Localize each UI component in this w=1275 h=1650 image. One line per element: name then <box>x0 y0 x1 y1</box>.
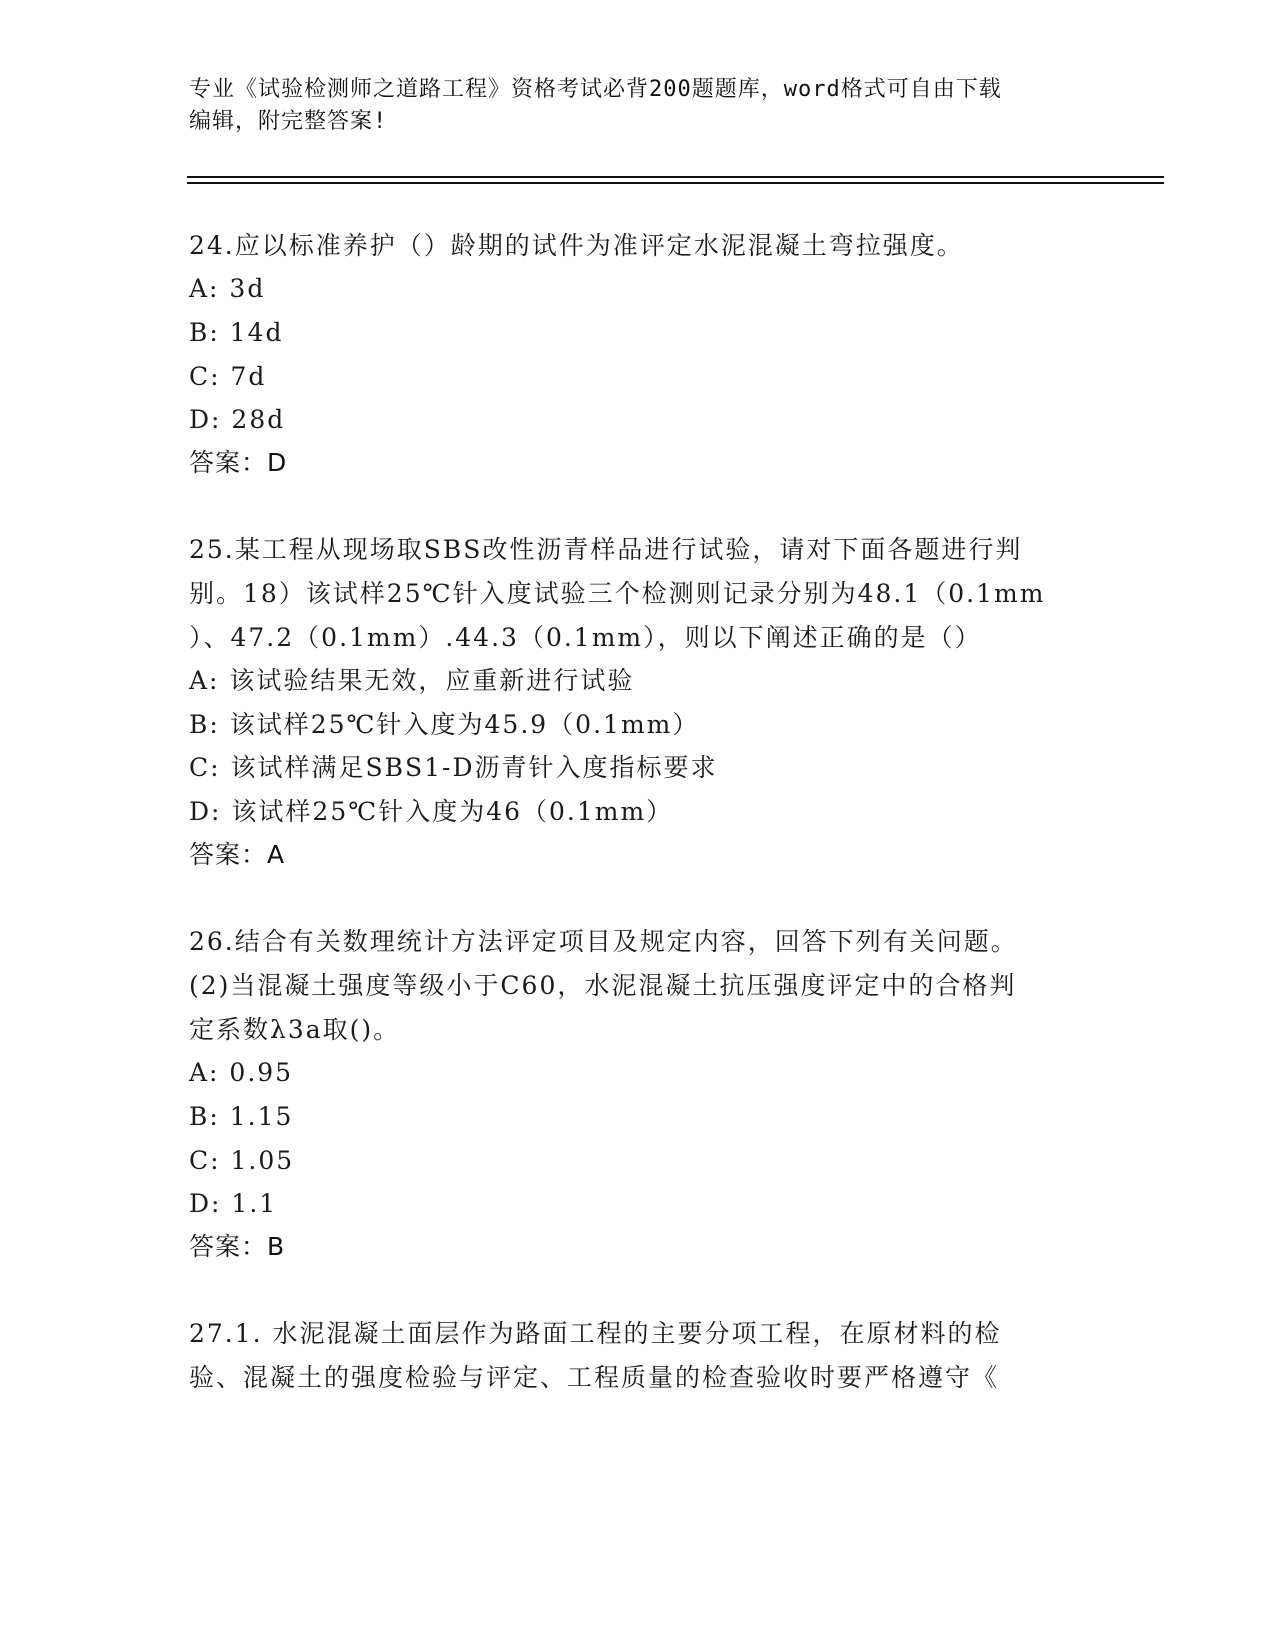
answer-label: 答案：D <box>189 448 288 477</box>
question-stem-line: 24.应以标准养护（）龄期的试件为准评定水泥混凝土弯拉强度。 <box>189 231 964 260</box>
header-title-line-2: 编辑，附完整答案! <box>189 109 388 134</box>
header-divider-bottom <box>187 182 1164 184</box>
header-title-line-1: 专业《试验检测师之道路工程》资格考试必背200题题库，word格式可自由下载 <box>189 77 1002 102</box>
option-b: B: 1.15 <box>189 1102 294 1131</box>
option-d: D: 该试样25℃针入度为46（0.1mm） <box>189 797 674 826</box>
option-c: C: 1.05 <box>189 1146 295 1175</box>
header-divider-top <box>187 176 1164 178</box>
question-stem-line: 26.结合有关数理统计方法评定项目及规定内容，回答下列有关问题。 <box>189 927 1018 956</box>
question-stem-line: 验、混凝土的强度检验与评定、工程质量的检查验收时要严格遵守《 <box>189 1363 1000 1392</box>
question-stem-line: (2)当混凝土强度等级小于C60，水泥混凝土抗压强度评定中的合格判 <box>189 971 1017 1000</box>
option-a: A: 0.95 <box>189 1058 294 1087</box>
option-a: A: 3d <box>189 274 266 303</box>
option-c: C: 该试样满足SBS1-D沥青针入度指标要求 <box>189 753 718 782</box>
option-b: B: 该试样25℃针入度为45.9（0.1mm） <box>189 710 700 739</box>
option-a: A: 该试验结果无效，应重新进行试验 <box>189 666 635 695</box>
question-stem-line: 25.某工程从现场取SBS改性沥青样品进行试验，请对下面各题进行判 <box>189 535 1023 564</box>
question-stem-line: 定系数λ3a取()。 <box>189 1015 401 1044</box>
question-stem-line: ）、47.2（0.1mm）.44.3（0.1mm），则以下阐述正确的是（） <box>189 623 982 652</box>
answer-label: 答案：A <box>189 840 286 869</box>
option-d: D: 1.1 <box>189 1189 278 1218</box>
question-stem-line: 27.1. 水泥混凝土面层作为路面工程的主要分项工程，在原材料的检 <box>189 1319 1002 1348</box>
option-c: C: 7d <box>189 362 267 391</box>
option-d: D: 28d <box>189 405 286 434</box>
document-header <box>189 74 1089 138</box>
option-b: B: 14d <box>189 318 284 347</box>
question-stem-line: 别。18）该试样25℃针入度试验三个检测则记录分别为48.1（0.1mm <box>189 579 1046 608</box>
answer-label: 答案：B <box>189 1232 286 1261</box>
